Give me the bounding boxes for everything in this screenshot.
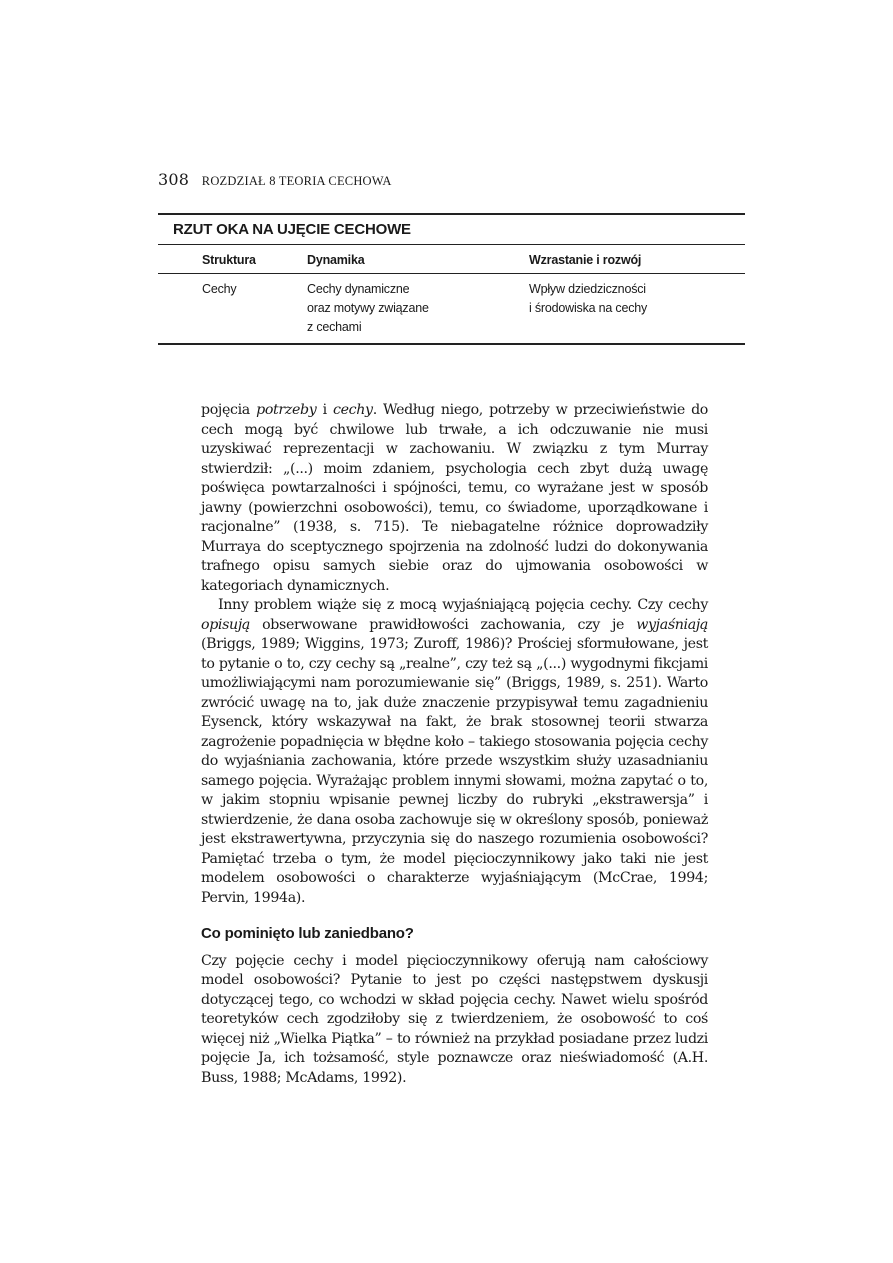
column-header-structure: Struktura [202,253,256,267]
cell-line: oraz motywy związane [307,301,429,315]
paragraph: pojęcia potrzeby i cechy. Według niego, potrzeby w przeciwieństwie do cech mogą być chwilowe lub trwałe, a ich odczuwanie nie musi uzyskiwać reprezentacji w zachowaniu. W związku z tym Murray stwierdził: „(...) moim zdaniem, psychologia cech zbyt dużą uwagę poświęca powtarzalności i spójności, temu, co wyrażane jest w sposób jawny (powierzchni osobowości), temu, co świadome, uporządkowane i racjonalne” (1938, s. 715). Te niebagatelne różnice doprowadziły Murraya do sceptycznego spojrzenia na zdolność ludzi do dokonywania trafnego opisu samych siebie oraz do ujmowania osobowości w kategoriach dynamicznych. [201,402,708,594]
cell-line: z cechami [307,320,362,334]
body-text [201,401,708,1088]
running-header [158,170,758,189]
cell-structure [202,280,236,299]
column-header-growth: Wzrastanie i rozwój [529,253,642,267]
cell-line: i środowiska na cechy [529,301,648,315]
section-heading: Co pominięto lub zaniedbano? [201,925,414,942]
box-bottom-rule [158,343,745,345]
cell-growth [529,280,647,318]
box-title-rule [158,244,745,245]
chapter-title: ROZDZIAŁ 8 TEORIA CECHOWA [201,174,392,188]
page-number: 308 [158,170,190,189]
cell-line: Cechy [202,282,237,296]
table-header-rule [158,273,745,274]
paragraph: Inny problem wiąże się z mocą wyjaśniającą pojęcia cechy. Czy cechy opisują obserwowane prawidłowości zachowania, czy je wyjaśniają (Briggs, 1989; Wiggins, 1973; Zuroff, 1986)? Prościej sformułowane, jest to pytanie o to, czy cechy są „realne”, czy też są „(...) wygodnymi fikcjami umożliwiającymi nam porozumiewanie się” (Briggs, 1989, s. 251). Warto zwrócić uwagę na to, jak duże znaczenie przypisywał temu zagadnieniu Eysenck, który wskazywał na fakt, że brak stosownej teorii stwarza zagrożenie popadnięcia w błędne koło – takiego stosowania pojęcia cechy do wyjaśniania zachowania, które przede wszystkim służy uzasadnianiu samego pojęcia. Wyrażając problem innymi słowami, można zapytać o to, w jakim stopniu wpisanie pewnej liczby do rubryki „ekstrawersja” i stwierdzenie, że dana osoba zachowuje się w określony sposób, ponieważ jest ekstrawertywna, przyczynia się do naszego rozumienia osobowości? Pamiętać trzeba o tym, że model pięcioczynnikowy jako taki nie jest modelem osobowości o charakterze wyjaśniającym (McCrae, 1994; Pervin, 1994a). [201,597,708,906]
cell-line: Cechy dynamiczne [307,282,410,296]
paragraph: Czy pojęcie cechy i model pięcioczynnikowy oferują nam całościowy model osobowości? Pytanie to jest po części następstwem dyskusji dotyczącej tego, co wchodzi w skład pojęcia cechy. Nawet wielu spośród teoretyków cech zgodziłoby się z twierdzeniem, że osobowość to coś więcej niż „Wielka Piątka” – to również na przykład posiadane przez ludzi pojęcie Ja, ich tożsamość, style poznawcze oraz nieświadomość (A.H. Buss, 1988; McAdams, 1992). [201,952,708,1086]
box-title: RZUT OKA NA UJĘCIE CECHOWE [173,221,411,238]
cell-dynamics [307,280,429,337]
box-top-rule [158,213,745,215]
column-header-dynamics: Dynamika [307,253,365,267]
cell-line: Wpływ dziedziczności [529,282,646,296]
